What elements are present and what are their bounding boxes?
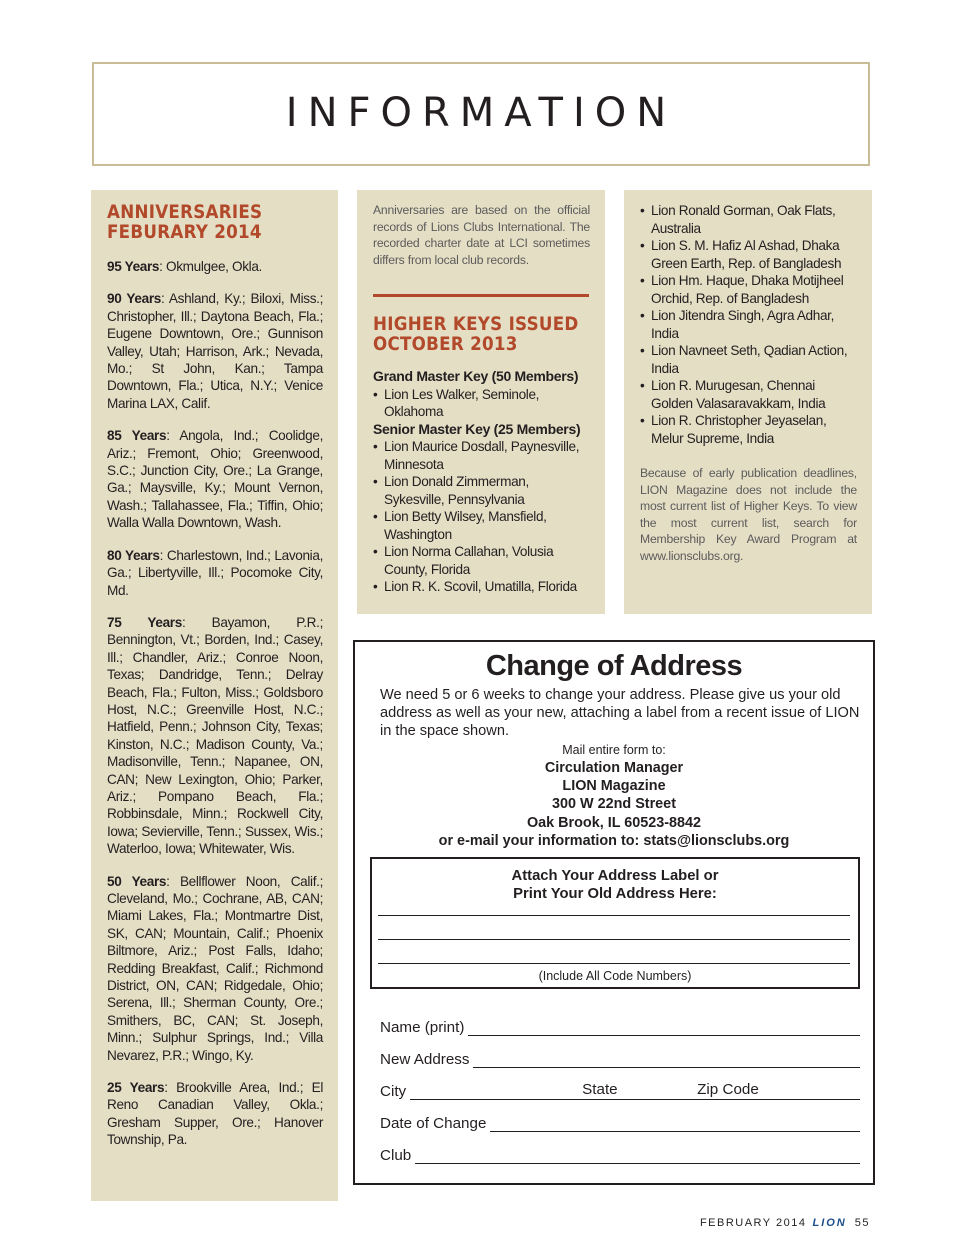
anniversaries-heading-line1: ANNIVERSARIES [107,201,263,223]
anniversary-clubs: Brookville Area, Ind.; El Reno Canadian Valley, Okla.; Gresham Supper, Ore.; Hanover Township, Pa. [107,1080,324,1148]
anniversary-entry: 95 Years: Okmulgee, Okla. [107,259,262,274]
key-recipient: • Lion R. K. Scovil, Umatilla, Florida [373,578,590,596]
email-line: or e-mail your information to: stats@lionsclubs.org [438,832,790,849]
change-of-address-intro: We need 5 or 6 weeks to change your address. Please give us your old address as well as your new, attaching a label from a recent issue of LION in the space shown. [380,687,860,739]
page-number: 55 [854,1217,870,1229]
new-address-field-row [380,1048,860,1068]
page-header-box [92,62,870,166]
old-address-line-3[interactable] [378,963,850,964]
anniversary-entry: 50 Years: Bellflower Noon, Calif.; Cleveland, Mo.; Cochrane, AB, CAN; Miami Lakes, Fla.; Montmartre Dist, SK, CAN; Mountain, Calif.; Phoenix Biltmore, Ariz.; Post Falls, Idaho; Redding Breakfast, Calif.; Richmond District, ON, CAN; Ridgedale, Ohio; Serena, Ill.; Sherman County, Ore.; Smithers, BC, CAN; St. Joseph, Minn.; Sulphur Springs, Ind.; Villa Nevarez, P.R.; Wingo, Ky. [107,873,324,1063]
old-address-line-2[interactable] [378,939,850,940]
magazine-name: LION [812,1217,847,1229]
recipient: Circulation Manager [544,760,684,776]
anniversary-years: 50 Years [107,873,167,889]
page-title: INFORMATION [285,90,677,136]
anniversaries-heading [107,202,297,242]
key-recipient: • Lion Donald Zimmerman, Sykesville, Pennsylvania [373,473,590,508]
higher-keys-panel [357,190,605,614]
key-recipient: • Lion R. Murugesan, Chennai Golden Valasaravakkam, India [640,377,857,412]
section-divider [373,294,589,297]
zip-code-field-label: Zip Code [697,1081,759,1098]
senior-master-key-list-continued [640,202,857,447]
old-address-title-line2: Print Your Old Address Here: [513,886,717,902]
old-address-box[interactable] [370,857,860,989]
anniversary-entry: 80 Years: Charlestown, Ind.; Lavonia, Ga.; Libertyville, Ill.; Pocomoke City, Md. [107,547,323,598]
date-of-change-field[interactable] [490,1118,860,1132]
name-field[interactable] [468,1022,860,1036]
mail-to-label: Mail entire form to: [562,743,666,757]
anniversaries-panel [91,190,338,1201]
anniversaries-list [107,258,323,1149]
anniversary-clubs: Angola, Ind.; Coolidge, Ariz.; Fremont, Ohio; Greenwood, S.C.; Junction City, Ore.; La Grange, Ga.; Maysville, Ky.; Mount Vernon, Wash.; Tallahassee, Fla.; Tiffin, Ohio; Walla Walla Downtown, Wash. [107,428,323,531]
grand-master-key-label: Grand Master Key (50 Members) [373,368,579,385]
key-recipient: • Lion Navneet Seth, Qadian Action, India [640,342,857,377]
anniversary-entry: 25 Years: Brookville Area, Ind.; El Reno Canadian Valley, Okla.; Gresham Supper, Ore.; Hanover Township, Pa. [107,1080,324,1148]
grand-master-key-list [373,386,590,421]
issue-date: FEBRUARY 2014 [699,1217,807,1229]
key-recipient: • Lion Maurice Dosdall, Paynesville, Minnesota [373,438,590,473]
senior-master-key-list [373,438,590,596]
anniversary-clubs: Bayamon, P.R.; Bennington, Vt.; Borden, Ind.; Casey, Ill.; Chandler, Ariz.; Conroe Noon, Texas; Dandridge, Tenn.; Delray Beach, Fla.; Fulton, Miss.; Goldsboro Host, N.C.; Greenville Host, N.C.; Hatfield, Penn.; Johnson City, Texas; Kinston, N.C.; Madison County, Va.; Madisonville, Tenn.; Napanee, ON, CAN; New Lexington, Ohio; Parker, Ariz.; Pompano Beach, Fla.; Robbinsdale, Minn.; Rockwell City, Iowa; Sevierville, Tenn.; Sussex, Wis.; Waterloo, Iowa; Whitewater, Wis. [107,614,324,857]
club-field[interactable] [415,1150,860,1164]
anniversary-entry: 90 Years: Ashland, Ky.; Biloxi, Miss.; Christopher, Ill.; Daytona Beach, Fla.; Eugene Downtown, Ore.; Gunnison Valley, Utah; Harrison, Ark.; Nevada, Mo.; St John, Kan.; Tampa Downtown, Fla.; Utica, N.Y.; Venice Marina LAX, Calif. [107,291,324,411]
key-recipient: • Lion Betty Wilsey, Mansfield, Washington [373,508,590,543]
senior-master-key-label: Senior Master Key (25 Members) [373,420,581,437]
higher-keys-heading-line1: HIGHER KEYS ISSUED [373,313,579,336]
anniversary-clubs: Okmulgee, Okla. [166,259,262,274]
higher-keys-heading [373,313,579,356]
higher-keys-continued-panel [624,190,872,614]
club-field-row [380,1144,860,1164]
anniversary-entry: 85 Years: Angola, Ind.; Coolidge, Ariz.; Fremont, Ohio; Greenwood, S.C.; Junction City, Ore.; La Grange, Ga.; Maysville, Ky.; Mount Vernon, Wash.; Tallahassee, Fla.; Tiffin, Ohio; Walla Walla Downtown, Wash. [107,428,323,531]
key-recipient: • Lion Norma Callahan, Volusia County, Florida [373,543,590,578]
change-of-address-title: Change of Address [485,650,743,682]
new-address-field[interactable] [473,1054,860,1068]
anniversary-years: 85 Years [107,428,167,444]
code-numbers-note: (Include All Code Numbers) [538,969,692,983]
anniversary-clubs: Bellflower Noon, Calif.; Cleveland, Mo.; Cochrane, AB, CAN; Miami Lakes, Fla.; Montmartre Dist, SK, CAN; Mountain, Calif.; Phoenix Biltmore, Ariz.; Post Falls, Idaho; Redding Breakfast, Calif.; Richmond District, ON, CAN; Ridgedale, Ohio; Serena, Ill.; Sherman County, Ore.; Smithers, BC, CAN; St. Joseph, Minn.; Sulphur Springs, Ind.; Villa Nevarez, P.R.; Wingo, Ky. [107,873,324,1063]
key-recipient: • Lion R. Christopher Jeyaselan, Melur Supreme, India [640,412,857,447]
old-address-line-1[interactable] [378,915,850,916]
city-line: Oak Brook, IL 60523-8842 [526,814,702,831]
name-field-label: Name (print) [380,1019,465,1036]
mailing-address [355,759,873,850]
key-recipient: • Lion Les Walker, Seminole, Oklahoma [373,386,590,421]
state-field-label: State [582,1081,618,1098]
old-address-title-line1: Attach Your Address Label or [511,868,719,884]
anniversaries-note: Anniversaries are based on the official records of Lions Clubs International. The recorded charter date at LCI sometimes differs from local club records. [373,203,590,267]
anniversary-clubs: Ashland, Ky.; Biloxi, Miss.; Christopher, Ill.; Daytona Beach, Fla.; Eugene Downtown, Ore.; Gunnison Valley, Utah; Harrison, Ark.; Nevada, Mo.; St John, Kan.; Tampa Downtown, Fla.; Utica, N.Y.; Venice Marina LAX, Calif. [107,291,324,411]
street: 300 W 22nd Street [552,796,676,813]
anniversary-years: 25 Years [107,1080,165,1096]
club-field-label: Club [380,1147,412,1164]
key-recipient: • Lion Jitendra Singh, Agra Adhar, India [640,307,857,342]
date-of-change-field-row [380,1112,860,1132]
name-field-row [380,1016,860,1036]
city-state-zip-row [380,1080,860,1100]
page-footer [700,1217,870,1229]
anniversary-clubs: Charlestown, Ind.; Lavonia, Ga.; Libertyville, Ill.; Pocomoke City, Md. [107,547,323,598]
change-of-address-form [353,640,875,1185]
key-recipient: • Lion S. M. Hafiz Al Ashad, Dhaka Green Earth, Rep. of Bangladesh [640,237,857,272]
company: LION Magazine [562,778,666,795]
anniversary-years: 95 Years [107,259,160,274]
anniversary-entry: 75 Years: Bayamon, P.R.; Bennington, Vt.; Borden, Ind.; Casey, Ill.; Chandler, Ariz.; Conroe Noon, Texas; Dandridge, Tenn.; Delray Beach, Fla.; Fulton, Miss.; Goldsboro Host, N.C.; Greenville Host, N.C.; Hatfield, Penn.; Johnson City, Texas; Kinston, N.C.; Madison County, Va.; Madisonville, Tenn.; Napanee, ON, CAN; New Lexington, Ohio; Parker, Ariz.; Pompano Beach, Fla.; Robbinsdale, Minn.; Rockwell City, Iowa; Sevierville, Tenn.; Sussex, Wis.; Waterloo, Iowa; Whitewater, Wis. [107,614,324,857]
anniversary-years: 90 Years [107,291,161,307]
city-state-zip-field[interactable] [410,1080,860,1100]
key-recipient: • Lion Hm. Haque, Dhaka Motijheel Orchid, Rep. of Bangladesh [640,272,857,307]
old-address-title [372,867,858,903]
key-recipient: • Lion Ronald Gorman, Oak Flats, Australia [640,202,857,237]
anniversaries-heading-line2: FEBURARY 2014 [107,221,262,243]
anniversary-years: 80 Years [107,547,160,563]
date-of-change-field-label: Date of Change [380,1115,487,1132]
city-field-label: City [380,1083,407,1100]
anniversary-years: 75 Years [107,614,182,630]
new-address-field-label: New Address [380,1051,470,1068]
deadline-note: Because of early publication deadlines, LION Magazine does not include the most current list of Higher Keys. To view the most current list, search for Membership Key Award Program at www.lionsclubs.org. [640,466,857,563]
higher-keys-heading-line2: OCTOBER 2013 [373,333,518,356]
